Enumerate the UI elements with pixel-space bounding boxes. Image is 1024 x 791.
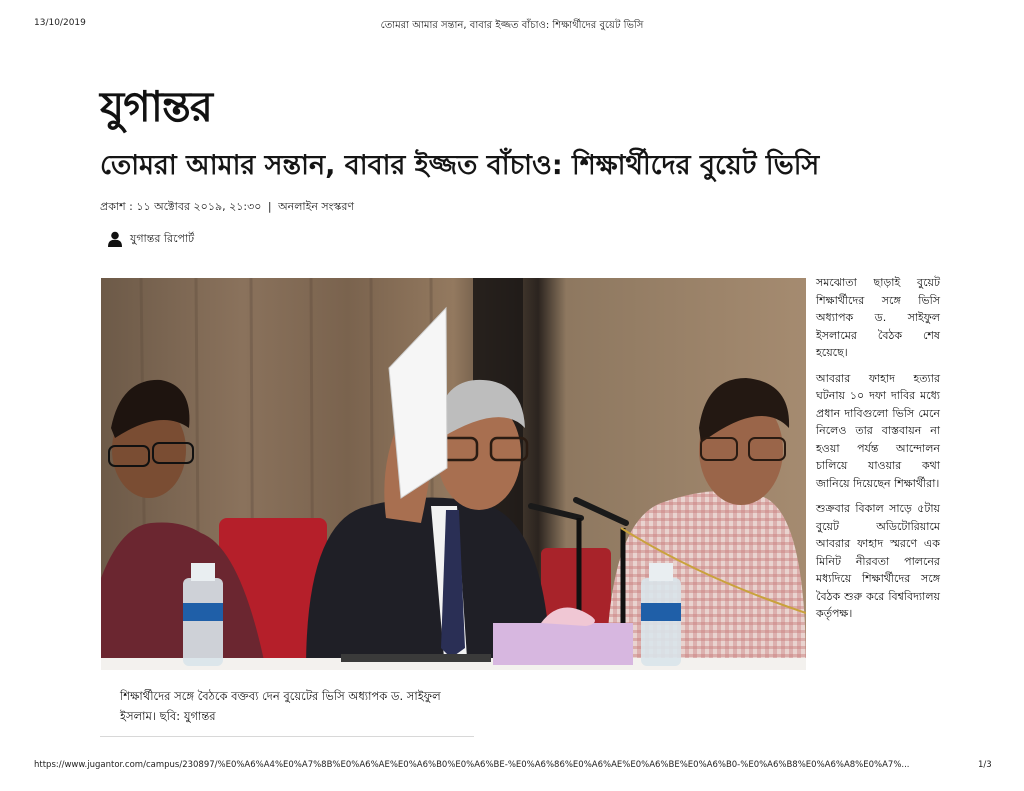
print-page-title: তোমরা আমার সন্তান, বাবার ইজ্জত বাঁচাও: শিক্ষার্থীদের বুয়েট ভিসি bbox=[380, 20, 644, 31]
article-headline: তোমরা আমার সন্তান, বাবার ইজ্জত বাঁচাও: শিক্ষার্থীদের বুয়েট ভিসি bbox=[100, 150, 820, 181]
press-conference-photo bbox=[101, 278, 806, 670]
article-meta bbox=[100, 198, 354, 217]
caption-divider bbox=[100, 736, 474, 737]
meta-separator: | bbox=[267, 200, 272, 213]
published-label: প্রকাশ : bbox=[100, 200, 133, 213]
author-name: যুগান্তর রিপোর্ট bbox=[130, 231, 195, 245]
print-url: https://www.jugantor.com/campus/230897/%E0%A6%A4%E0%A7%8B%E0%A6%AE%E0%A6%B0%E0%A6%BE-%E0%A6%86%E0%A6%AE%E0%A6%BE%E0%A6%B0-%E0%A6%B8%E0%A6%A8%E0%A7%... bbox=[34, 760, 910, 770]
body-paragraph-2: আবরার ফাহাদ হত্যার ঘটনায় ১০ দফা দাবির মধ্যে প্রধান দাবিগুলো ভিসি মেনে নিলেও তার বাস্তবায়ন না হওয়া পর্যন্ত আন্দোলন চালিয়ে যাওয়ার কথা জানিয়ে দিয়েছেন শিক্ষার্থীরা। bbox=[816, 371, 940, 490]
article-body bbox=[816, 274, 940, 631]
photo-caption: শিক্ষার্থীদের সঙ্গে বৈঠকে বক্তব্য দেন বুয়েটের ভিসি অধ্যাপক ড. সাইফুল ইসলাম। ছবি: যুগান্তর bbox=[120, 689, 441, 723]
body-paragraph-3: শুক্রবার বিকাল সাড়ে ৫টায় বুয়েট অডিটোরিয়ামে আবরার ফাহাদ স্মরণে এক মিনিট নীরবতা পালনের মধ্যদিয়ে শিক্ষার্থীদের সঙ্গে বৈঠক শুরু করে বিশ্ববিদ্যালয় কর্তৃপক্ষ। bbox=[816, 502, 940, 620]
article-photo bbox=[101, 278, 806, 670]
user-icon bbox=[108, 231, 122, 247]
author-byline[interactable] bbox=[108, 228, 194, 250]
print-page-number: 1/3 bbox=[978, 760, 992, 770]
published-time: ১১ অক্টোবর ২০১৯, ২১:৩০ bbox=[136, 200, 262, 213]
print-date: 13/10/2019 bbox=[34, 18, 86, 28]
edition-label: অনলাইন সংস্করণ bbox=[278, 200, 355, 213]
body-paragraph-1: সমঝোতা ছাড়াই বুয়েট শিক্ষার্থীদের সঙ্গে ভিসি অধ্যাপক ড. সাইফুল ইসলামের বৈঠক শেষ হয়েছে। bbox=[816, 276, 940, 359]
site-logo[interactable]: যুগান্তর bbox=[100, 82, 212, 131]
